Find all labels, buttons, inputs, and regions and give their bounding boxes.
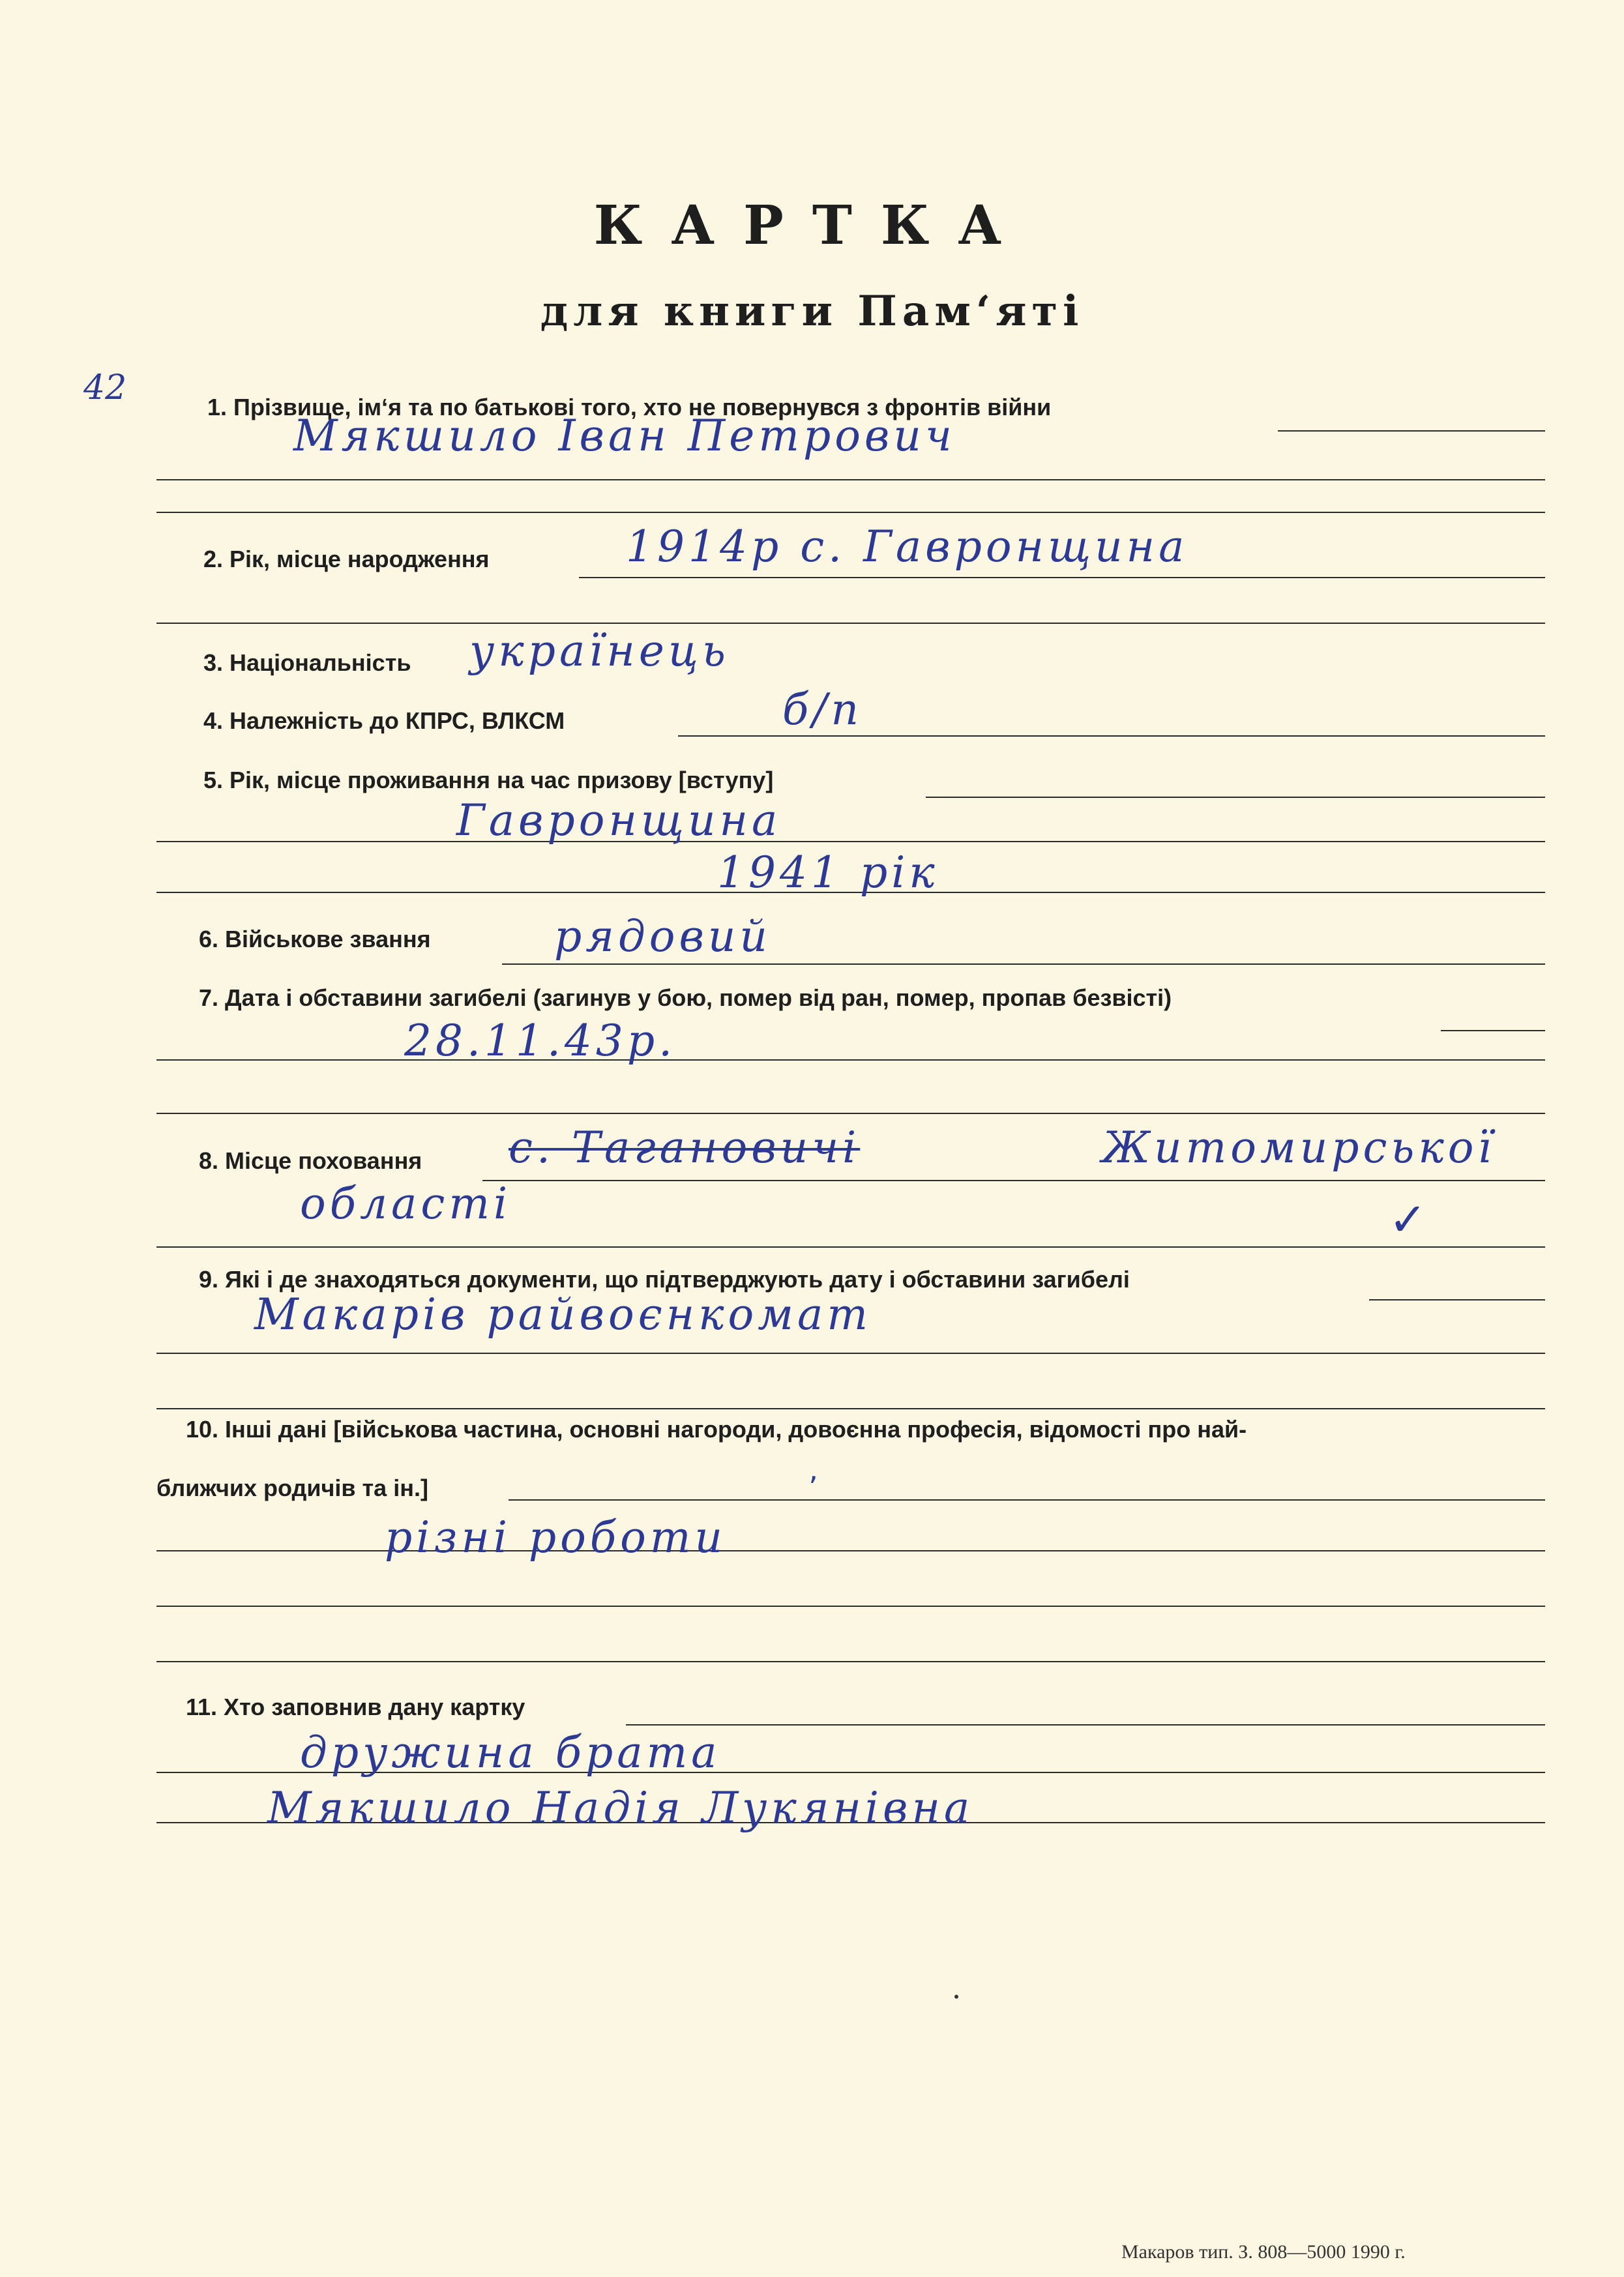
rule xyxy=(482,1180,1545,1181)
rule xyxy=(156,512,1545,513)
rule xyxy=(1369,1299,1545,1300)
handwritten-rank: рядовий xyxy=(554,911,771,962)
rule xyxy=(1278,430,1545,432)
rule xyxy=(156,1606,1545,1607)
handwritten-residence: Гавронщина xyxy=(456,795,782,845)
printer-imprint: Макаров тип. З. 808—5000 1990 г. xyxy=(1121,2241,1406,2263)
field-2-label: 2. Рік, місце народження xyxy=(203,546,494,573)
field-10-label: 10. Інші дані [військова частина, основні нагороди, довоєнна професія, відомості про най- xyxy=(186,1416,1250,1443)
rule xyxy=(156,841,1545,842)
margin-note: 42 xyxy=(83,368,127,407)
field-7-label: 7. Дата і обставини загибелі (загинув у бою, помер від ран, помер, пропав безвісті) xyxy=(199,984,1175,1012)
handwritten-filled-by-name: Мякшило Надія Лукянівна xyxy=(267,1783,974,1833)
field-8-label: 8. Місце поховання xyxy=(199,1147,426,1175)
rule xyxy=(156,1550,1545,1551)
rule xyxy=(156,1661,1545,1662)
handwritten-burial-struck: с. Тагановичі xyxy=(509,1123,861,1173)
handwritten-burial-cont: області xyxy=(300,1179,512,1229)
rule xyxy=(509,1499,1545,1501)
rule xyxy=(156,1113,1545,1114)
field-5-label: 5. Рік, місце проживання на час призову [вступу] xyxy=(203,767,777,794)
rule xyxy=(579,577,1545,578)
rule xyxy=(156,1408,1545,1409)
rule xyxy=(156,1246,1545,1248)
rule xyxy=(156,623,1545,624)
field-11-label: 11. Хто заповнив дану картку xyxy=(186,1694,529,1721)
rule xyxy=(502,963,1545,965)
handwritten-residence-year: 1941 рік xyxy=(717,847,939,898)
document-title: КАРТКА xyxy=(593,194,1031,257)
rule xyxy=(156,1353,1545,1354)
field-4-label: 4. Належність до КПРС, ВЛКСМ xyxy=(203,707,568,735)
check-mark-icon: ✓ xyxy=(1389,1193,1427,1246)
handwritten-party: б/п xyxy=(782,684,863,735)
rule xyxy=(926,797,1545,798)
field-3-label: 3. Національність xyxy=(203,649,415,677)
handwritten-burial: Житомирської xyxy=(1102,1123,1496,1173)
handwritten-birth: 1914р с. Гавронщина xyxy=(626,522,1188,572)
dot-mark xyxy=(954,1995,958,1999)
field-9-label: 9. Які і де знаходяться документи, що підтверджують дату і обставини загибелі xyxy=(199,1266,1134,1293)
rule xyxy=(678,735,1545,737)
pen-mark: ʼ xyxy=(808,1470,818,1505)
handwritten-death-date: 28.11.43р. xyxy=(404,1016,677,1066)
field-10-label-cont: ближчих родичів та ін.] xyxy=(156,1475,432,1502)
rule xyxy=(626,1724,1545,1726)
handwritten-nationality: українець xyxy=(469,626,730,676)
handwritten-filled-by: дружина брата xyxy=(300,1727,721,1778)
rule xyxy=(156,479,1545,480)
rule xyxy=(156,1059,1545,1061)
document-subtitle: для книги Пам‘яті xyxy=(540,287,1084,336)
handwritten-other: різні роботи xyxy=(385,1512,727,1563)
rule xyxy=(1441,1030,1545,1031)
handwritten-name: Мякшило Іван Петрович xyxy=(293,411,956,461)
field-1-label: 1. Прізвище, ім‘я та по батькові того, хто не повернувся з фронтів війни xyxy=(207,394,1055,421)
field-6-label: 6. Військове звання xyxy=(199,926,435,953)
handwritten-documents: Макарів райвоєнкомат xyxy=(254,1289,872,1340)
